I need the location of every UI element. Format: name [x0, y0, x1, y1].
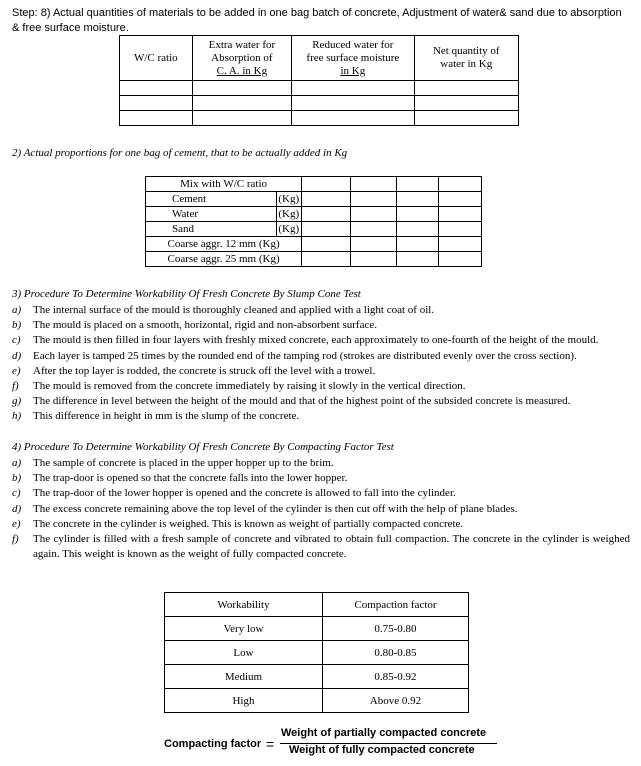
list-item: d) Each layer is tamped 25 times by the rounded end of the tamping rod (strokes are distributed evenly over the cross section). [12, 349, 577, 362]
slump-test-procedure-list [12, 303, 630, 425]
table-row: Medium 0.85-0.92 [165, 665, 469, 689]
header-compaction-factor: Compaction factor [322, 593, 468, 617]
table-row [146, 252, 482, 267]
row-unit: (Kg) [277, 207, 302, 222]
list-item: f) The mould is removed from the concrete immediately by raising it slowly in the vertical direction. [12, 380, 466, 393]
list-item: a) The internal surface of the mould is thoroughly cleaned and applied with a light coat of oil. [12, 304, 435, 316]
table-row [146, 222, 482, 237]
table-row: High Above 0.92 [165, 689, 469, 713]
table-row [120, 96, 519, 111]
list-item: b) The trap-door is opened so that the concrete falls into the lower hopper. [12, 472, 348, 485]
row-label: Water [146, 207, 277, 222]
row-unit: (Kg) [277, 222, 302, 237]
header-wc-ratio: W/C ratio [120, 36, 193, 81]
section-2-heading: 2) Actual proportions for one bag of cement, that to be actually added in Kg [12, 147, 348, 159]
table-row [120, 111, 519, 126]
list-item: e) After the top layer is rodded, the concrete is struck off the level with a trowel. [12, 364, 376, 377]
row-label: Cement [146, 192, 277, 207]
table-row: Very low 0.75-0.80 [165, 617, 469, 641]
step-8-text: Step: 8) Actual quantities of materials to be added in one bag batch of concrete, Adjustment of water& sand due to absorption & free surface moisture. [12, 7, 622, 34]
row-unit: (Kg) [277, 192, 302, 207]
list-item: c) The mould is then filled in four layers with freshly mixed concrete, each approximately to one-fourth of the height of the mould. [12, 334, 599, 347]
header-workability: Workability [165, 593, 323, 617]
table-header-row [146, 177, 482, 192]
table-header-row [165, 593, 469, 617]
list-item: f) The cylinder is filled with a fresh sample of concrete and vibrated to obtain full compaction. The concrete in the cylinder is weighed again. This weight is known as the weight of fully compacted concrete. [12, 533, 630, 561]
header-reduced-water: Reduced water for free surface moisture in Kg [292, 36, 414, 81]
header-mix-wc: Mix with W/C ratio [146, 177, 302, 192]
table-row [146, 237, 482, 252]
list-item: c) The trap-door of the lower hopper is opened and the concrete is allowed to fall into the cylinder. [12, 487, 456, 500]
list-item: g) The difference in level between the height of the mould and that of the highest point of the subsided concrete is measured. [12, 395, 571, 408]
formula-denominator: Weight of fully compacted concrete [289, 744, 475, 756]
formula-equals: = [266, 736, 275, 752]
table-header-row [120, 36, 519, 81]
formula-numerator: Weight of partially compacted concrete [281, 727, 487, 739]
compacting-factor-procedure-list [12, 456, 630, 562]
list-item: e) The concrete in the cylinder is weighed. This is known as weight of partially compacted concrete. [12, 517, 464, 530]
header-extra-water: Extra water for Absorption of C. A. in Kg [192, 36, 292, 81]
mix-proportions-table [145, 176, 482, 267]
row-label: Coarse aggr. 25 mm (Kg) [146, 252, 302, 267]
header-net-water: Net quantity of water in Kg [414, 36, 518, 81]
list-item: d) The excess concrete remaining above the top level of the cylinder is then cut off with the help of plane blades. [12, 502, 518, 515]
section-3-heading: 3) Procedure To Determine Workability Of Fresh Concrete By Slump Cone Test [12, 288, 361, 300]
workability-table [164, 592, 469, 713]
formula-lhs: Compacting factor [164, 738, 262, 750]
table-row [146, 192, 482, 207]
water-adjustment-table [119, 35, 519, 126]
table-row [146, 207, 482, 222]
list-item: b) The mould is placed on a smooth, horizontal, rigid and non-absorbent surface. [12, 319, 377, 332]
table-row [120, 81, 519, 96]
row-label: Sand [146, 222, 277, 237]
row-label: Coarse aggr. 12 mm (Kg) [146, 237, 302, 252]
table-row: Low 0.80-0.85 [165, 641, 469, 665]
list-item: h) This difference in height in mm is the slump of the concrete. [12, 410, 300, 423]
section-4-heading: 4) Procedure To Determine Workability Of Fresh Concrete By Compacting Factor Test [12, 441, 394, 453]
list-item: a) The sample of concrete is placed in the upper hopper up to the brim. [12, 457, 334, 469]
